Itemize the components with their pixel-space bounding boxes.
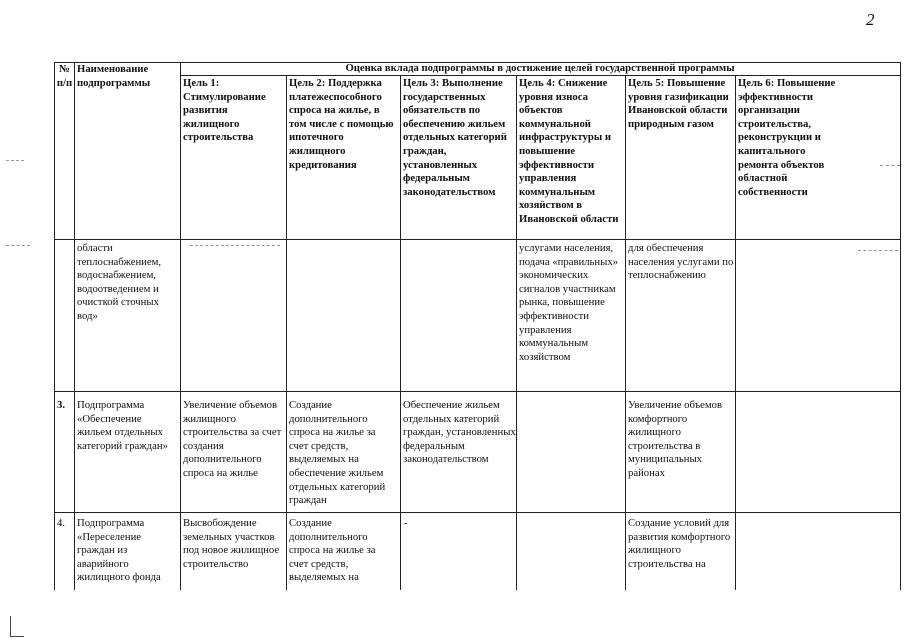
row-goal-1: Увеличение объемов жилищного строительства за счет создания дополнительного спроса на жилье [183,399,282,479]
row-goal-2: Создание дополнительного спроса на жилье за счет средств, выделяемых на обеспечение жильем отдельных категорий граждан [289,399,386,507]
scan-mark [858,250,898,251]
header-num: № п/п [56,63,73,89]
header-goal-6: Цель 6: Повышение эффективности организации строительства, реконструкции и капитального ремонта объектов областной собственности [738,77,836,198]
scan-mark [6,245,30,246]
row-goal-5: Создание условий для развития комфортного жилищного строительства на [628,517,731,570]
row-num: 4. [57,517,66,529]
scan-mark [6,160,24,161]
row-num: 3. [57,399,66,411]
row-goal-4: услугами населения, подача «правильных» экономических сигналов участникам рынка, повышение эффективности управления коммунальным хозяйством [519,242,619,363]
header-goal-2: Цель 2: Поддержка платежеспособного спроса на жилье, в том числе с помощью ипотечного жилищного кредитования [289,77,394,171]
row-goal-5: Увеличение объемов комфортного жилищного строительства в муниципальных районах [628,399,723,479]
header-span: Оценка вклада подпрограммы в достижение целей государственной программы [345,62,735,74]
header-goal-3: Цель 3: Выполнение государственных обязательств по обеспечению жильем отдельных категорий граждан, установленных федеральным законодательством [403,77,507,198]
header-goal-5: Цель 5: Повышение уровня газификации Ивановской области природным газом [628,77,729,130]
row-goal-2: Создание дополнительного спроса на жилье за счет средств, выделяемых на [289,517,376,584]
header-name: Наименование подпрограммы [77,63,151,89]
page-number: 2 [866,10,875,29]
row-goal-3: Обеспечение жильем отдельных категорий граждан, установленных федеральным законодательством [403,399,516,466]
header-goal-4: Цель 4: Снижение уровня износа объектов коммунальной инфраструктуры и повышение эффективности управления коммунальным хозяйством в Ивановской области [519,77,619,225]
row-goal-3: - [404,517,408,529]
scan-mark [10,616,11,636]
row-name: Подпрограмма «Обеспечение жильем отдельных категорий граждан» [77,399,168,452]
assessment-table [54,62,900,590]
header-goal-1: Цель 1: Стимулирование развития жилищного строительства [183,77,266,144]
row-name: области теплоснабжением, водоснабжением, водоотведением и очисткой сточных вод» [77,242,162,322]
row-goal-1: Высвобождение земельных участков под новое жилищное строительство [183,517,280,570]
row-name: Подпрограмма «Переселение граждан из аварийного жилищного фонда [77,517,161,584]
scan-mark [10,636,24,637]
scan-mark [190,245,280,246]
scan-mark [880,165,900,166]
row-goal-5: для обеспечения населения услугами по теплоснабжению [628,242,734,282]
